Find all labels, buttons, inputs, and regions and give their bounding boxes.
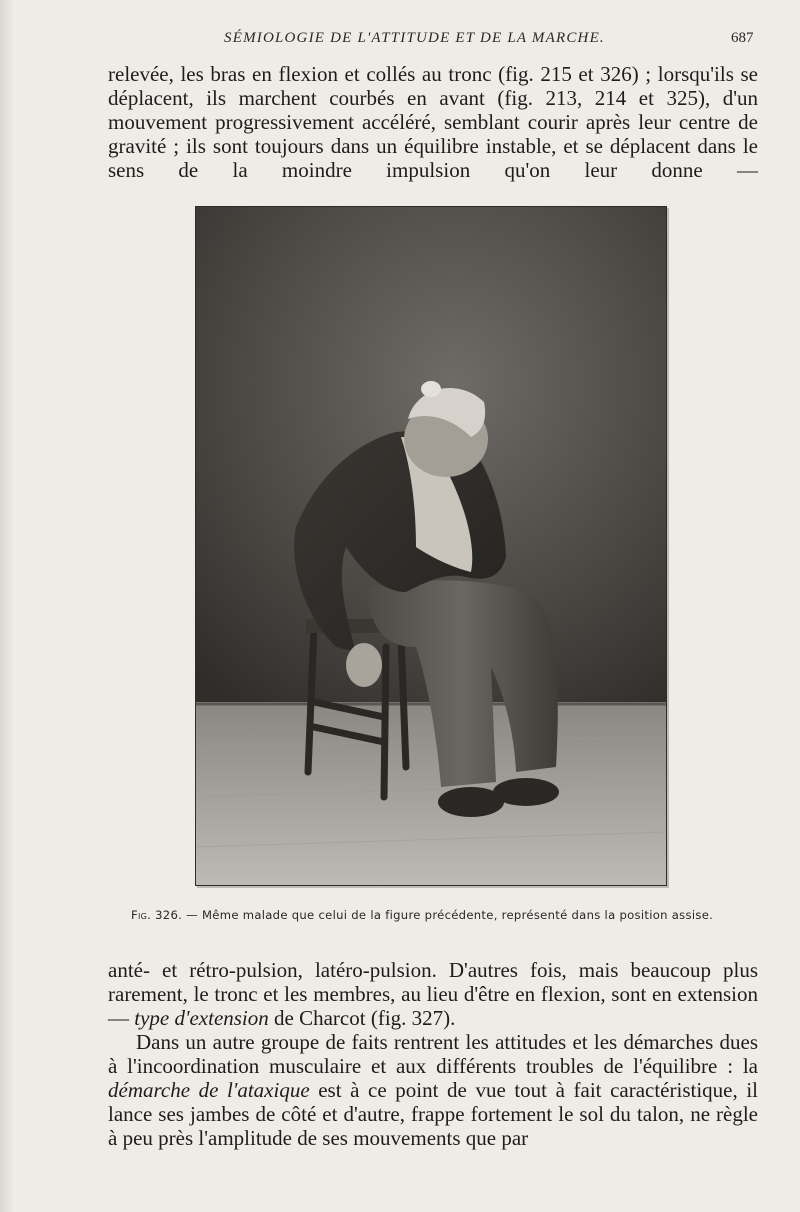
- paragraph-middle-emphasis: type d'extension: [134, 1006, 269, 1030]
- page-number: 687: [731, 30, 754, 46]
- paragraph-middle: [108, 958, 758, 1030]
- caption-figure-number: Fig. 326. —: [131, 908, 198, 922]
- paragraph-middle-text-2: de Charcot (fig. 327).: [268, 1006, 456, 1030]
- figure-caption: [131, 908, 751, 922]
- paragraph-bottom-text-2: est à ce point de vue tout à fait caractéristique, il lance ses jambes de côté et d'autre, frappe fortement le sol du talon, ne règle à peu près l'amplitude de ses mouvements que par: [108, 1078, 758, 1150]
- caption-text: Même malade que celui de la figure précédente, représenté dans la position assise.: [198, 908, 714, 922]
- running-head: SÉMIOLOGIE DE L'ATTITUDE ET DE LA MARCHE.: [224, 30, 605, 46]
- photo-seated-patient: [196, 207, 666, 885]
- paragraph-bottom-emphasis: démarche de l'ataxique: [108, 1078, 310, 1102]
- page-edge-shadow: [0, 0, 14, 1212]
- paragraph-middle-text-1: anté- et rétro-pulsion, latéro-pulsion. D'autres fois, mais beaucoup plus rarement, le tronc et les membres, au lieu d'être en flexion, sont en extension —: [108, 958, 758, 1030]
- paragraph-top: relevée, les bras en flexion et collés au tronc (fig. 215 et 326) ; lorsqu'ils se déplacent, ils marchent courbés en avant (fig. 213, 214 et 325), d'un mouvement progressivement accéléré, semblant courir après leur centre de gravité ; ils sont toujours dans un équilibre instable, et se déplacent dans le sens de la moindre impulsion qu'on leur donne —: [108, 62, 758, 182]
- figure-photograph: [195, 206, 667, 886]
- paragraph-bottom-text-1: Dans un autre groupe de faits rentrent les attitudes et les démarches dues à l'incoordination musculaire et aux différents troubles de l'équilibre : la: [108, 1030, 758, 1078]
- paragraph-bottom: [108, 1030, 758, 1150]
- page-header: [0, 30, 800, 50]
